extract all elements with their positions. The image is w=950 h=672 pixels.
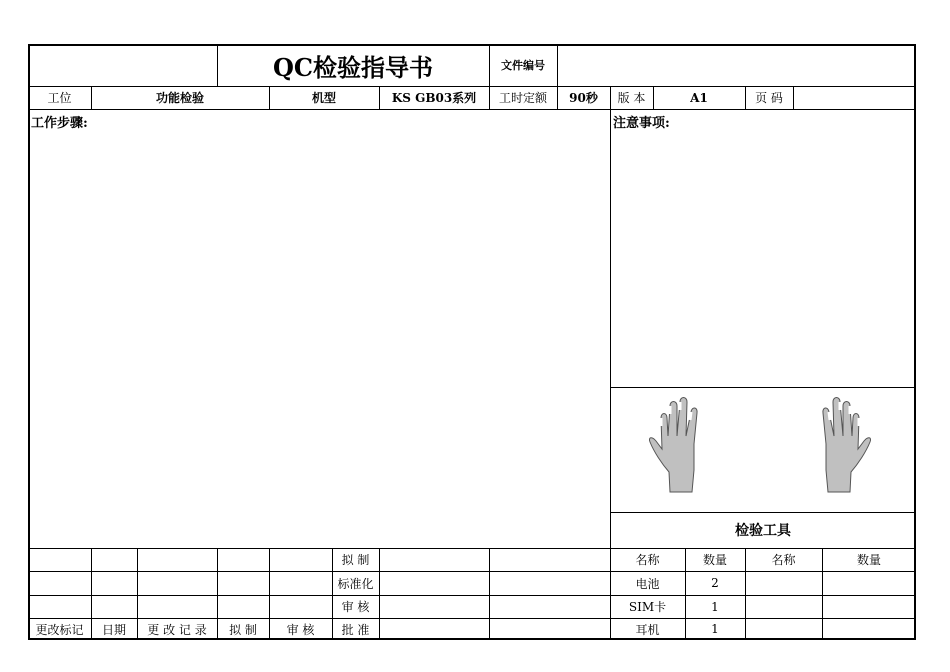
tools-cell: SIM卡: [628, 600, 667, 614]
version-label: 版 本: [617, 91, 646, 105]
tools-cell: 1: [711, 622, 719, 636]
page-value: [793, 86, 916, 109]
signoff-standardize-label: 标准化: [337, 576, 374, 591]
tools-label: 检验工具: [735, 523, 791, 539]
rule: [28, 109, 916, 110]
doc-no-value: [557, 44, 916, 86]
model-value: KS GB03系列: [391, 91, 477, 105]
footer-draft: 拟 制: [229, 622, 257, 637]
tools-cell: [745, 571, 822, 595]
footer-date: 日期: [101, 622, 126, 637]
version-value: A1: [690, 90, 708, 105]
left-glove-icon: [640, 392, 730, 496]
tools-cell: [822, 595, 916, 618]
page-label: 页 码: [755, 91, 783, 105]
rule: [489, 548, 490, 640]
tools-header-name: 名称: [635, 553, 660, 567]
tools-cell: [822, 618, 916, 640]
tools-cell: 1: [711, 599, 719, 614]
time-value: 90秒: [569, 91, 598, 105]
signoff-approve-label: 批 准: [341, 622, 370, 637]
notes-label: 注意事项:: [613, 116, 670, 131]
footer-review: 审 核: [286, 622, 315, 637]
tools-header-qty-2: 数量: [856, 553, 881, 567]
tools-cell: 电池: [635, 576, 660, 591]
tools-cell: 2: [711, 576, 719, 590]
footer-change-record: 更 改 记 录: [147, 622, 207, 637]
footer-change-mark: 更改标记: [35, 622, 84, 637]
model-label: 机型: [311, 91, 336, 105]
rule: [379, 548, 380, 640]
time-label: 工时定额: [498, 91, 547, 105]
steps-label: 工作步骤:: [31, 116, 88, 131]
tools-header-qty: 数量: [702, 553, 727, 567]
station-label: 工位: [47, 91, 72, 105]
right-glove-icon: [792, 392, 882, 496]
tools-header-name-2: 名称: [771, 553, 796, 567]
page-title: QC检验指导书: [272, 52, 433, 82]
station-value: 功能检验: [155, 91, 204, 105]
tools-cell: 耳机: [635, 622, 660, 637]
tools-cell: [745, 618, 822, 640]
rule: [610, 387, 916, 388]
signoff-draft-label: 拟 制: [341, 553, 370, 567]
doc-no-label: 文件编号: [501, 59, 545, 72]
tools-cell: [822, 571, 916, 595]
tools-cell: [745, 595, 822, 618]
signoff-review-label: 审 核: [341, 600, 370, 614]
